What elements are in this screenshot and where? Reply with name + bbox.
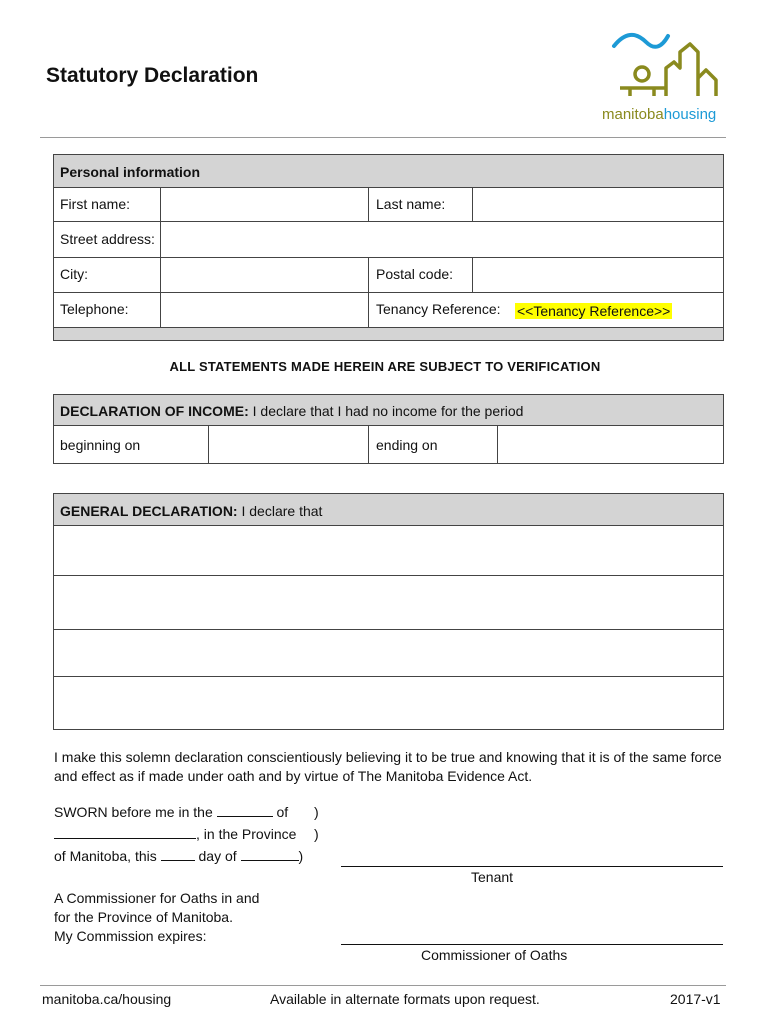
ending-on-field[interactable] (497, 425, 724, 464)
commissioner-signature-label: Commissioner of Oaths (421, 947, 568, 963)
first-name-field[interactable] (160, 187, 369, 222)
street-address-label: Street address: (60, 231, 155, 247)
last-name-field[interactable] (472, 187, 724, 222)
first-name-label: First name: (60, 196, 131, 212)
street-address-field[interactable] (160, 221, 724, 258)
page-title: Statutory Declaration (46, 64, 259, 87)
last-name-label: Last name: (376, 196, 446, 212)
general-declaration-title: GENERAL DECLARATION: I declare that (60, 503, 323, 519)
ending-on-label: ending on (376, 437, 438, 453)
tenancy-reference-value[interactable]: <<Tenancy Reference>> (517, 303, 671, 319)
general-declaration-line-3[interactable] (53, 629, 724, 677)
telephone-label: Telephone: (60, 301, 129, 317)
general-declaration-line-4[interactable] (53, 676, 724, 730)
commissioner-signature-line[interactable] (341, 944, 723, 945)
tenant-signature-label: Tenant (471, 869, 514, 885)
beginning-on-field[interactable] (208, 425, 369, 464)
city-field[interactable] (160, 257, 369, 293)
sworn-place-blank[interactable] (54, 826, 196, 839)
header-divider (40, 137, 726, 138)
city-label: City: (60, 266, 88, 282)
sworn-paren-1: ) (314, 804, 319, 820)
footer-alternate-formats: Available in alternate formats upon request. (270, 991, 540, 1007)
footer-divider (40, 985, 726, 986)
income-declaration-title: DECLARATION OF INCOME: I declare that I had no income for the period (60, 403, 524, 419)
sworn-paren-2: ) (314, 826, 319, 842)
sworn-line-1: SWORN before me in the of (54, 804, 289, 820)
postal-code-label: Postal code: (376, 266, 454, 282)
commissioner-line-1: A Commissioner for Oaths in and (54, 890, 260, 906)
sworn-location-blank[interactable] (217, 804, 273, 817)
telephone-field[interactable] (160, 292, 369, 328)
verification-notice: ALL STATEMENTS MADE HEREIN ARE SUBJECT TO VERIFICATION (169, 359, 601, 374)
solemn-declaration-text: I make this solemn declaration conscientiously believing it to be true and knowing that it is of the same force and effect as if made under oath and by virtue of The Manitoba Evidence Act. (54, 749, 722, 784)
general-declaration-line-1[interactable] (53, 525, 724, 576)
tenant-signature-line[interactable] (341, 866, 723, 867)
footer-website: manitoba.ca/housing (42, 991, 172, 1007)
sworn-line-2: , in the Province (54, 826, 296, 842)
commissioner-line-2: for the Province of Manitoba. (54, 909, 233, 925)
commissioner-line-3: My Commission expires: (54, 928, 207, 944)
sworn-month-blank[interactable] (241, 848, 299, 861)
postal-code-field[interactable] (472, 257, 724, 293)
beginning-on-label: beginning on (60, 437, 141, 453)
logo-wordmark: manitobahousing (602, 106, 717, 123)
personal-info-header: Personal information (60, 164, 201, 180)
tenancy-reference-label: Tenancy Reference: (376, 301, 501, 317)
sworn-line-3: of Manitoba, this day of ) (54, 848, 304, 864)
footer-version: 2017-v1 (670, 991, 721, 1007)
sworn-day-blank[interactable] (161, 848, 195, 861)
general-declaration-line-2[interactable] (53, 575, 724, 630)
